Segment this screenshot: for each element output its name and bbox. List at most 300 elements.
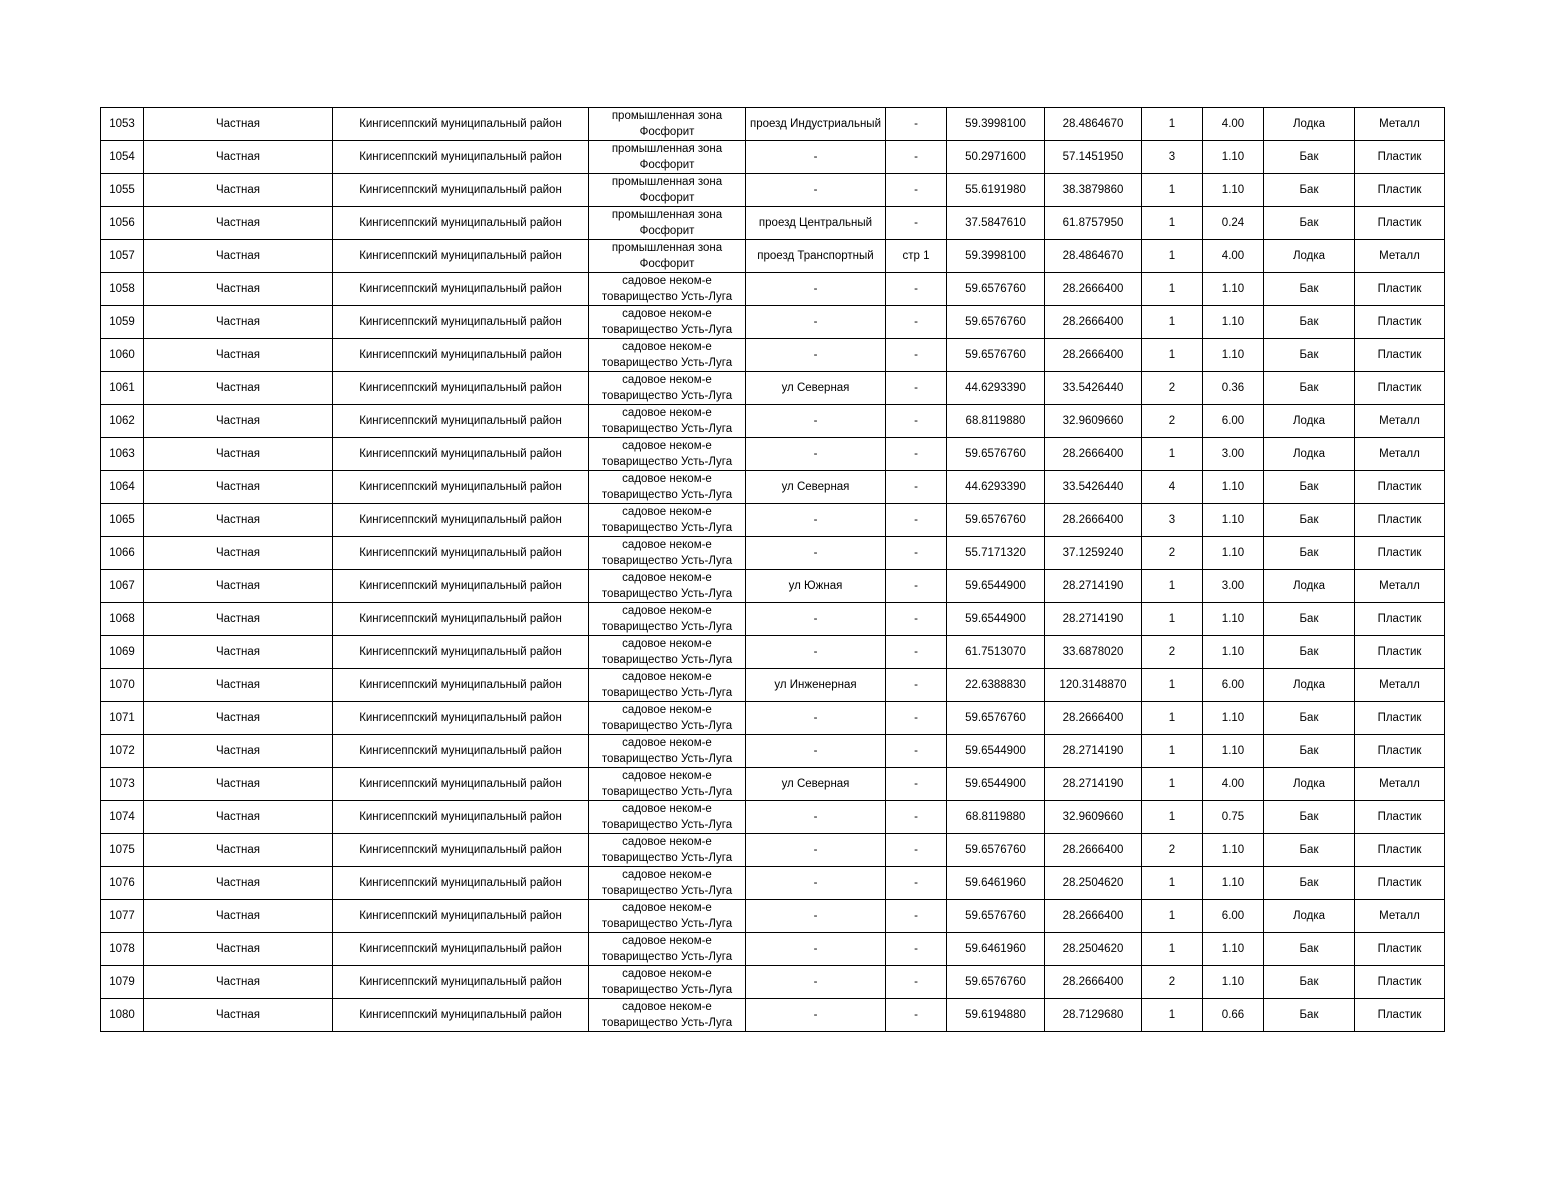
table-row <box>101 174 1445 207</box>
container-volume-cell: 1.10 <box>1203 141 1264 174</box>
container-volume-cell: 4.00 <box>1203 240 1264 273</box>
locality-cell: садовое неком-е товарищество Усть-Луга <box>589 603 746 636</box>
container-kind-cell: Бак <box>1264 702 1355 735</box>
container-material-cell: Пластик <box>1355 306 1445 339</box>
container-count-cell: 2 <box>1142 405 1203 438</box>
street-cell: проезд Центральный <box>746 207 886 240</box>
street-cell: - <box>746 438 886 471</box>
container-material-cell: Металл <box>1355 768 1445 801</box>
latitude-cell: 37.5847610 <box>947 207 1045 240</box>
container-material-cell: Пластик <box>1355 471 1445 504</box>
district-cell: Кингисеппский муниципальный район <box>333 141 589 174</box>
container-volume-cell: 3.00 <box>1203 570 1264 603</box>
container-volume-cell: 1.10 <box>1203 603 1264 636</box>
row-number-cell: 1060 <box>101 339 144 372</box>
container-kind-cell: Бак <box>1264 141 1355 174</box>
street-cell: - <box>746 801 886 834</box>
container-kind-cell: Лодка <box>1264 900 1355 933</box>
ownership-type-cell: Частная <box>144 669 333 702</box>
container-material-cell: Металл <box>1355 438 1445 471</box>
container-material-cell: Металл <box>1355 240 1445 273</box>
row-number-cell: 1066 <box>101 537 144 570</box>
district-cell: Кингисеппский муниципальный район <box>333 537 589 570</box>
building-cell: - <box>886 537 947 570</box>
street-cell: ул Инженерная <box>746 669 886 702</box>
ownership-type-cell: Частная <box>144 900 333 933</box>
ownership-type-cell: Частная <box>144 438 333 471</box>
container-material-cell: Пластик <box>1355 867 1445 900</box>
latitude-cell: 59.6576760 <box>947 834 1045 867</box>
locality-cell: промышленная зона Фосфорит <box>589 207 746 240</box>
longitude-cell: 33.6878020 <box>1045 636 1142 669</box>
container-kind-cell: Лодка <box>1264 768 1355 801</box>
table-row <box>101 669 1445 702</box>
district-cell: Кингисеппский муниципальный район <box>333 636 589 669</box>
container-volume-cell: 6.00 <box>1203 900 1264 933</box>
latitude-cell: 59.6576760 <box>947 273 1045 306</box>
locality-cell: садовое неком-е товарищество Усть-Луга <box>589 471 746 504</box>
latitude-cell: 55.6191980 <box>947 174 1045 207</box>
longitude-cell: 28.2714190 <box>1045 570 1142 603</box>
table-row <box>101 900 1445 933</box>
container-volume-cell: 0.75 <box>1203 801 1264 834</box>
longitude-cell: 28.2666400 <box>1045 438 1142 471</box>
row-number-cell: 1073 <box>101 768 144 801</box>
locality-cell: садовое неком-е товарищество Усть-Луга <box>589 372 746 405</box>
district-cell: Кингисеппский муниципальный район <box>333 207 589 240</box>
latitude-cell: 59.6576760 <box>947 966 1045 999</box>
ownership-type-cell: Частная <box>144 174 333 207</box>
longitude-cell: 38.3879860 <box>1045 174 1142 207</box>
longitude-cell: 28.2666400 <box>1045 900 1142 933</box>
latitude-cell: 44.6293390 <box>947 372 1045 405</box>
locality-cell: садовое неком-е товарищество Усть-Луга <box>589 867 746 900</box>
latitude-cell: 50.2971600 <box>947 141 1045 174</box>
container-count-cell: 1 <box>1142 999 1203 1032</box>
ownership-type-cell: Частная <box>144 240 333 273</box>
longitude-cell: 61.8757950 <box>1045 207 1142 240</box>
building-cell: - <box>886 438 947 471</box>
locality-cell: садовое неком-е товарищество Усть-Луга <box>589 999 746 1032</box>
longitude-cell: 28.2666400 <box>1045 504 1142 537</box>
container-volume-cell: 6.00 <box>1203 669 1264 702</box>
longitude-cell: 28.2666400 <box>1045 273 1142 306</box>
longitude-cell: 28.7129680 <box>1045 999 1142 1032</box>
row-number-cell: 1078 <box>101 933 144 966</box>
district-cell: Кингисеппский муниципальный район <box>333 504 589 537</box>
container-count-cell: 1 <box>1142 933 1203 966</box>
row-number-cell: 1059 <box>101 306 144 339</box>
container-material-cell: Пластик <box>1355 636 1445 669</box>
container-material-cell: Пластик <box>1355 702 1445 735</box>
container-count-cell: 1 <box>1142 801 1203 834</box>
container-count-cell: 1 <box>1142 669 1203 702</box>
ownership-type-cell: Частная <box>144 504 333 537</box>
container-kind-cell: Лодка <box>1264 438 1355 471</box>
street-cell: - <box>746 174 886 207</box>
street-cell: - <box>746 306 886 339</box>
table-body <box>101 108 1445 1032</box>
latitude-cell: 59.6544900 <box>947 570 1045 603</box>
street-cell: - <box>746 537 886 570</box>
district-cell: Кингисеппский муниципальный район <box>333 570 589 603</box>
container-count-cell: 1 <box>1142 339 1203 372</box>
latitude-cell: 59.6576760 <box>947 504 1045 537</box>
container-material-cell: Пластик <box>1355 603 1445 636</box>
street-cell: проезд Индустриальный <box>746 108 886 141</box>
street-cell: - <box>746 339 886 372</box>
container-kind-cell: Бак <box>1264 867 1355 900</box>
table-row <box>101 768 1445 801</box>
district-cell: Кингисеппский муниципальный район <box>333 966 589 999</box>
building-cell: - <box>886 108 947 141</box>
building-cell: - <box>886 207 947 240</box>
longitude-cell: 28.2504620 <box>1045 933 1142 966</box>
container-kind-cell: Бак <box>1264 966 1355 999</box>
row-number-cell: 1056 <box>101 207 144 240</box>
table-row <box>101 702 1445 735</box>
table-row <box>101 933 1445 966</box>
locality-cell: садовое неком-е товарищество Усть-Луга <box>589 801 746 834</box>
row-number-cell: 1068 <box>101 603 144 636</box>
container-count-cell: 1 <box>1142 273 1203 306</box>
container-count-cell: 1 <box>1142 603 1203 636</box>
container-kind-cell: Лодка <box>1264 240 1355 273</box>
latitude-cell: 59.3998100 <box>947 240 1045 273</box>
container-count-cell: 1 <box>1142 735 1203 768</box>
row-number-cell: 1077 <box>101 900 144 933</box>
row-number-cell: 1064 <box>101 471 144 504</box>
table-row <box>101 207 1445 240</box>
row-number-cell: 1072 <box>101 735 144 768</box>
container-count-cell: 2 <box>1142 966 1203 999</box>
latitude-cell: 59.6576760 <box>947 900 1045 933</box>
table-row <box>101 339 1445 372</box>
table-row <box>101 273 1445 306</box>
container-kind-cell: Бак <box>1264 174 1355 207</box>
district-cell: Кингисеппский муниципальный район <box>333 339 589 372</box>
locality-cell: промышленная зона Фосфорит <box>589 240 746 273</box>
container-material-cell: Пластик <box>1355 834 1445 867</box>
locality-cell: промышленная зона Фосфорит <box>589 141 746 174</box>
container-count-cell: 1 <box>1142 108 1203 141</box>
container-volume-cell: 1.10 <box>1203 933 1264 966</box>
container-material-cell: Пластик <box>1355 537 1445 570</box>
building-cell: - <box>886 933 947 966</box>
street-cell: ул Южная <box>746 570 886 603</box>
longitude-cell: 33.5426440 <box>1045 471 1142 504</box>
container-count-cell: 2 <box>1142 636 1203 669</box>
latitude-cell: 22.6388830 <box>947 669 1045 702</box>
ownership-type-cell: Частная <box>144 702 333 735</box>
row-number-cell: 1062 <box>101 405 144 438</box>
table-row <box>101 966 1445 999</box>
container-volume-cell: 1.10 <box>1203 471 1264 504</box>
latitude-cell: 59.6544900 <box>947 735 1045 768</box>
row-number-cell: 1055 <box>101 174 144 207</box>
longitude-cell: 28.2666400 <box>1045 702 1142 735</box>
table-row <box>101 306 1445 339</box>
container-volume-cell: 3.00 <box>1203 438 1264 471</box>
container-volume-cell: 1.10 <box>1203 537 1264 570</box>
ownership-type-cell: Частная <box>144 768 333 801</box>
container-kind-cell: Бак <box>1264 273 1355 306</box>
container-kind-cell: Бак <box>1264 603 1355 636</box>
street-cell: ул Северная <box>746 372 886 405</box>
building-cell: - <box>886 735 947 768</box>
building-cell: - <box>886 339 947 372</box>
table-row <box>101 471 1445 504</box>
container-count-cell: 1 <box>1142 174 1203 207</box>
latitude-cell: 59.6576760 <box>947 306 1045 339</box>
district-cell: Кингисеппский муниципальный район <box>333 405 589 438</box>
ownership-type-cell: Частная <box>144 306 333 339</box>
row-number-cell: 1065 <box>101 504 144 537</box>
row-number-cell: 1076 <box>101 867 144 900</box>
district-cell: Кингисеппский муниципальный район <box>333 603 589 636</box>
locality-cell: садовое неком-е товарищество Усть-Луга <box>589 669 746 702</box>
district-cell: Кингисеппский муниципальный район <box>333 834 589 867</box>
district-cell: Кингисеппский муниципальный район <box>333 471 589 504</box>
container-material-cell: Пластик <box>1355 207 1445 240</box>
district-cell: Кингисеппский муниципальный район <box>333 933 589 966</box>
latitude-cell: 59.6461960 <box>947 933 1045 966</box>
container-volume-cell: 1.10 <box>1203 867 1264 900</box>
district-cell: Кингисеппский муниципальный район <box>333 999 589 1032</box>
district-cell: Кингисеппский муниципальный район <box>333 273 589 306</box>
container-volume-cell: 1.10 <box>1203 273 1264 306</box>
locality-cell: садовое неком-е товарищество Усть-Луга <box>589 405 746 438</box>
table-row <box>101 405 1445 438</box>
row-number-cell: 1057 <box>101 240 144 273</box>
row-number-cell: 1067 <box>101 570 144 603</box>
container-material-cell: Пластик <box>1355 933 1445 966</box>
container-material-cell: Металл <box>1355 405 1445 438</box>
building-cell: - <box>886 636 947 669</box>
container-material-cell: Пластик <box>1355 273 1445 306</box>
row-number-cell: 1069 <box>101 636 144 669</box>
locality-cell: промышленная зона Фосфорит <box>589 108 746 141</box>
container-kind-cell: Бак <box>1264 834 1355 867</box>
container-volume-cell: 1.10 <box>1203 174 1264 207</box>
building-cell: - <box>886 702 947 735</box>
street-cell: ул Северная <box>746 471 886 504</box>
locality-cell: садовое неком-е товарищество Усть-Луга <box>589 735 746 768</box>
ownership-type-cell: Частная <box>144 735 333 768</box>
locality-cell: садовое неком-е товарищество Усть-Луга <box>589 768 746 801</box>
latitude-cell: 68.8119880 <box>947 801 1045 834</box>
building-cell: - <box>886 570 947 603</box>
row-number-cell: 1058 <box>101 273 144 306</box>
table-row <box>101 735 1445 768</box>
street-cell: - <box>746 405 886 438</box>
locality-cell: садовое неком-е товарищество Усть-Луга <box>589 966 746 999</box>
container-kind-cell: Лодка <box>1264 405 1355 438</box>
street-cell: - <box>746 999 886 1032</box>
ownership-type-cell: Частная <box>144 867 333 900</box>
table-row <box>101 141 1445 174</box>
container-volume-cell: 1.10 <box>1203 735 1264 768</box>
container-kind-cell: Бак <box>1264 471 1355 504</box>
street-cell: - <box>746 834 886 867</box>
longitude-cell: 28.4864670 <box>1045 108 1142 141</box>
table-row <box>101 438 1445 471</box>
container-material-cell: Металл <box>1355 669 1445 702</box>
ownership-type-cell: Частная <box>144 108 333 141</box>
row-number-cell: 1080 <box>101 999 144 1032</box>
latitude-cell: 68.8119880 <box>947 405 1045 438</box>
ownership-type-cell: Частная <box>144 636 333 669</box>
ownership-type-cell: Частная <box>144 372 333 405</box>
street-cell: - <box>746 735 886 768</box>
table-row <box>101 108 1445 141</box>
table-row <box>101 834 1445 867</box>
district-cell: Кингисеппский муниципальный район <box>333 702 589 735</box>
latitude-cell: 55.7171320 <box>947 537 1045 570</box>
ownership-type-cell: Частная <box>144 999 333 1032</box>
container-material-cell: Пластик <box>1355 339 1445 372</box>
locality-cell: садовое неком-е товарищество Усть-Луга <box>589 273 746 306</box>
ownership-type-cell: Частная <box>144 339 333 372</box>
longitude-cell: 28.2666400 <box>1045 834 1142 867</box>
container-kind-cell: Лодка <box>1264 108 1355 141</box>
district-cell: Кингисеппский муниципальный район <box>333 768 589 801</box>
building-cell: - <box>886 372 947 405</box>
ownership-type-cell: Частная <box>144 405 333 438</box>
container-material-cell: Металл <box>1355 570 1445 603</box>
latitude-cell: 59.6461960 <box>947 867 1045 900</box>
longitude-cell: 28.2714190 <box>1045 735 1142 768</box>
building-cell: - <box>886 867 947 900</box>
building-cell: - <box>886 504 947 537</box>
latitude-cell: 44.6293390 <box>947 471 1045 504</box>
ownership-type-cell: Частная <box>144 273 333 306</box>
container-material-cell: Пластик <box>1355 966 1445 999</box>
container-volume-cell: 4.00 <box>1203 108 1264 141</box>
street-cell: - <box>746 900 886 933</box>
ownership-type-cell: Частная <box>144 537 333 570</box>
row-number-cell: 1075 <box>101 834 144 867</box>
container-kind-cell: Лодка <box>1264 570 1355 603</box>
locality-cell: садовое неком-е товарищество Усть-Луга <box>589 570 746 603</box>
latitude-cell: 59.6544900 <box>947 768 1045 801</box>
container-count-cell: 1 <box>1142 768 1203 801</box>
building-cell: - <box>886 603 947 636</box>
latitude-cell: 59.6576760 <box>947 702 1045 735</box>
table-row <box>101 240 1445 273</box>
container-volume-cell: 1.10 <box>1203 966 1264 999</box>
locality-cell: садовое неком-е товарищество Усть-Луга <box>589 339 746 372</box>
container-material-cell: Пластик <box>1355 735 1445 768</box>
table-row <box>101 867 1445 900</box>
locality-cell: садовое неком-е товарищество Усть-Луга <box>589 306 746 339</box>
container-kind-cell: Бак <box>1264 636 1355 669</box>
district-cell: Кингисеппский муниципальный район <box>333 801 589 834</box>
row-number-cell: 1074 <box>101 801 144 834</box>
container-kind-cell: Бак <box>1264 801 1355 834</box>
container-material-cell: Пластик <box>1355 174 1445 207</box>
locality-cell: садовое неком-е товарищество Усть-Луга <box>589 438 746 471</box>
container-volume-cell: 1.10 <box>1203 702 1264 735</box>
district-cell: Кингисеппский муниципальный район <box>333 108 589 141</box>
ownership-type-cell: Частная <box>144 207 333 240</box>
container-volume-cell: 6.00 <box>1203 405 1264 438</box>
container-material-cell: Пластик <box>1355 801 1445 834</box>
container-volume-cell: 0.24 <box>1203 207 1264 240</box>
longitude-cell: 28.2666400 <box>1045 966 1142 999</box>
building-cell: - <box>886 471 947 504</box>
street-cell: проезд Транспортный <box>746 240 886 273</box>
row-number-cell: 1061 <box>101 372 144 405</box>
container-count-cell: 2 <box>1142 537 1203 570</box>
building-cell: - <box>886 900 947 933</box>
street-cell: - <box>746 702 886 735</box>
ownership-type-cell: Частная <box>144 603 333 636</box>
container-kind-cell: Лодка <box>1264 669 1355 702</box>
row-number-cell: 1063 <box>101 438 144 471</box>
district-cell: Кингисеппский муниципальный район <box>333 669 589 702</box>
district-cell: Кингисеппский муниципальный район <box>333 174 589 207</box>
container-count-cell: 1 <box>1142 438 1203 471</box>
locality-cell: садовое неком-е товарищество Усть-Луга <box>589 636 746 669</box>
container-kind-cell: Бак <box>1264 207 1355 240</box>
container-volume-cell: 1.10 <box>1203 504 1264 537</box>
building-cell: - <box>886 768 947 801</box>
district-cell: Кингисеппский муниципальный район <box>333 867 589 900</box>
latitude-cell: 59.6576760 <box>947 438 1045 471</box>
container-material-cell: Пластик <box>1355 141 1445 174</box>
container-kind-cell: Бак <box>1264 735 1355 768</box>
street-cell: - <box>746 141 886 174</box>
container-material-cell: Пластик <box>1355 504 1445 537</box>
district-cell: Кингисеппский муниципальный район <box>333 900 589 933</box>
ownership-type-cell: Частная <box>144 933 333 966</box>
locality-cell: промышленная зона Фосфорит <box>589 174 746 207</box>
container-material-cell: Пластик <box>1355 372 1445 405</box>
district-cell: Кингисеппский муниципальный район <box>333 735 589 768</box>
container-count-cell: 3 <box>1142 141 1203 174</box>
district-cell: Кингисеппский муниципальный район <box>333 240 589 273</box>
data-table <box>100 107 1445 1032</box>
row-number-cell: 1053 <box>101 108 144 141</box>
container-count-cell: 3 <box>1142 504 1203 537</box>
street-cell: - <box>746 636 886 669</box>
container-count-cell: 2 <box>1142 372 1203 405</box>
street-cell: - <box>746 273 886 306</box>
table-row <box>101 570 1445 603</box>
latitude-cell: 59.6544900 <box>947 603 1045 636</box>
longitude-cell: 28.2714190 <box>1045 768 1142 801</box>
container-count-cell: 1 <box>1142 867 1203 900</box>
table-row <box>101 504 1445 537</box>
building-cell: стр 1 <box>886 240 947 273</box>
longitude-cell: 37.1259240 <box>1045 537 1142 570</box>
container-volume-cell: 0.66 <box>1203 999 1264 1032</box>
container-volume-cell: 1.10 <box>1203 834 1264 867</box>
building-cell: - <box>886 834 947 867</box>
container-count-cell: 1 <box>1142 306 1203 339</box>
street-cell: - <box>746 504 886 537</box>
container-material-cell: Металл <box>1355 900 1445 933</box>
container-count-cell: 1 <box>1142 900 1203 933</box>
street-cell: - <box>746 933 886 966</box>
row-number-cell: 1070 <box>101 669 144 702</box>
ownership-type-cell: Частная <box>144 141 333 174</box>
longitude-cell: 120.3148870 <box>1045 669 1142 702</box>
district-cell: Кингисеппский муниципальный район <box>333 438 589 471</box>
ownership-type-cell: Частная <box>144 801 333 834</box>
district-cell: Кингисеппский муниципальный район <box>333 372 589 405</box>
